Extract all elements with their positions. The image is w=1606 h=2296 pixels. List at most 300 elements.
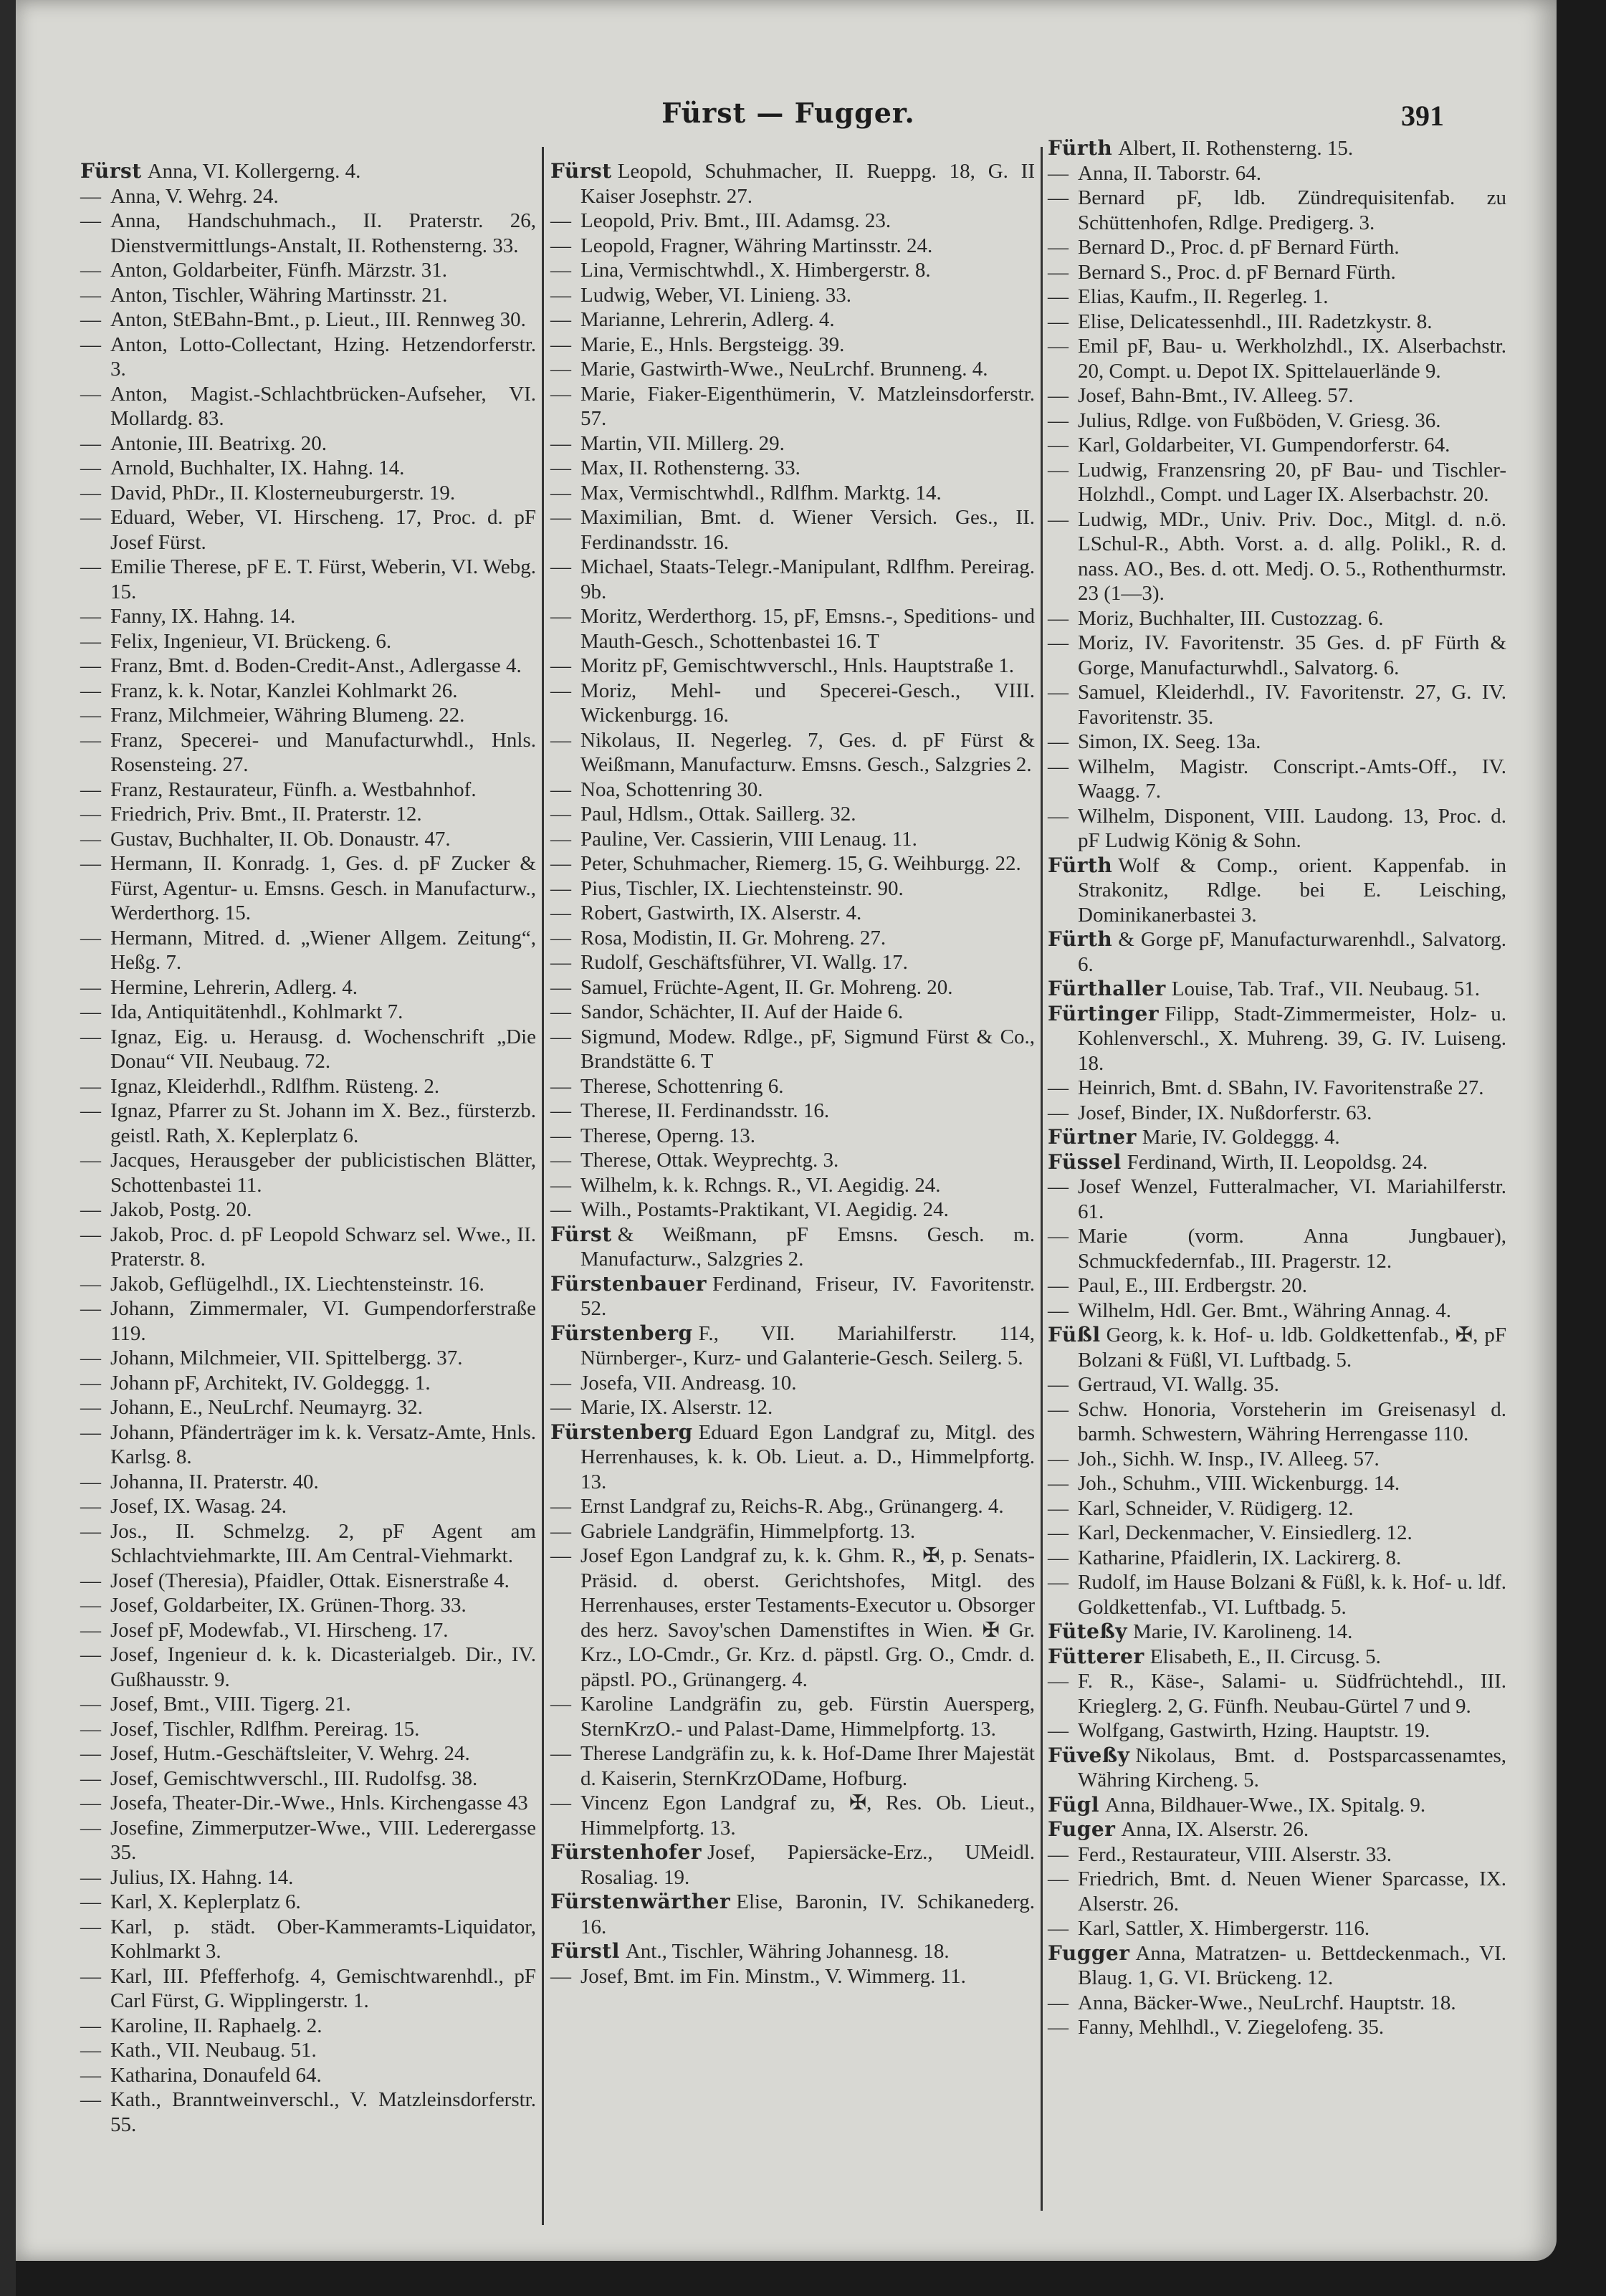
entry-text: Josef, Tischler, Rdlfhm. Pereirag. 15. — [110, 1717, 420, 1741]
continuation-dash: — — [80, 506, 101, 529]
entry-text: Anna, V. Wehrg. 24. — [110, 184, 279, 208]
directory-entry — [80, 1964, 536, 2014]
directory-entry — [80, 1766, 536, 1792]
surname: Fürtner — [1048, 1125, 1137, 1149]
continuation-dash: — — [550, 803, 571, 826]
entry-text: Josef, Binder, IX. Nußdorferstr. 63. — [1078, 1101, 1372, 1124]
entry-text: Karl, Deckenmacher, V. Einsiedlerg. 12. — [1078, 1521, 1413, 1544]
entry-text: Nikolaus, Bmt. d. Postsparcassenamtes, Währing Kircheng. 5. — [1078, 1743, 1506, 1792]
continuation-dash: — — [550, 555, 571, 578]
entry-text: Josef, Gemischtwverschl., III. Rudolfsg. 38. — [110, 1766, 478, 1790]
entry-text: Sandor, Schächter, II. Auf der Haide 6. — [580, 1000, 904, 1023]
continuation-dash: — — [1048, 1397, 1069, 1421]
directory-entry — [80, 1791, 536, 1816]
directory-entry — [1048, 1570, 1506, 1620]
directory-entry — [80, 1148, 536, 1197]
entry-text: Elias, Kaufm., II. Regerleg. 1. — [1078, 285, 1329, 308]
entry-text: Kath., VII. Neubaug. 51. — [110, 2039, 317, 2062]
entry-text: Paul, Hdlsm., Ottak. Saillerg. 32. — [580, 803, 856, 826]
continuation-dash: — — [550, 1396, 571, 1419]
continuation-dash: — — [550, 1149, 571, 1172]
directory-entry — [1048, 730, 1506, 755]
continuation-dash: — — [80, 1223, 101, 1246]
entry-text: Ludwig, Weber, VI. Linieng. 33. — [580, 283, 852, 307]
directory-entry — [1048, 1718, 1506, 1743]
entry-text: Johann pF, Architekt, IV. Goldeggg. 1. — [110, 1371, 431, 1395]
entry-text: Marie, E., Hnls. Bergsteigg. 39. — [580, 333, 845, 356]
directory-entry — [1048, 507, 1506, 606]
entry-text: Wilhelm, k. k. Rchngs. R., VI. Aegidig. 24. — [580, 1173, 941, 1197]
directory-entry-surname — [550, 159, 1035, 209]
entry-text: Albert, II. Rothensterng. 15. — [1118, 137, 1354, 160]
continuation-dash: — — [550, 1124, 571, 1147]
continuation-dash: — — [1048, 260, 1069, 284]
entry-text: Julius, Rdlge. von Fußböden, V. Griesg. 36. — [1078, 408, 1441, 432]
continuation-dash: — — [1048, 730, 1069, 753]
entry-text: Josefine, Zimmerputzer-Wwe., VIII. Lederergasse 35. — [110, 1816, 536, 1864]
entry-text: Ferdinand, Friseur, IV. Favoritenstr. 52. — [580, 1272, 1035, 1320]
directory-entry — [550, 1519, 1035, 1544]
surname: Fürstl — [550, 1939, 620, 1963]
continuation-dash: — — [80, 1396, 101, 1419]
entry-text: Wolf & Comp., orient. Kappenfab. in Strakonitz, Rdlge. bei E. Leisching, Dominikanerbastei 3. — [1078, 853, 1506, 927]
entry-text: Franz, Restaurateur, Fünfh. a. Westbahnhof. — [110, 778, 477, 801]
continuation-dash: — — [1048, 804, 1069, 828]
continuation-dash: — — [80, 333, 101, 356]
directory-entry — [80, 1593, 536, 1618]
entry-text: Josef, Bmt. im Fin. Minstm., V. Wimmerg. 11. — [580, 1964, 966, 1988]
directory-entry — [550, 456, 1035, 481]
directory-entry — [80, 307, 536, 333]
continuation-dash: — — [80, 308, 101, 331]
continuation-dash: — — [550, 1964, 571, 1988]
continuation-dash: — — [80, 1964, 101, 1988]
continuation-dash: — — [80, 1272, 101, 1296]
entry-text: David, PhDr., II. Klosterneuburgerstr. 19. — [110, 481, 456, 504]
directory-entry — [1048, 1867, 1506, 1916]
entry-text: Josef, Goldarbeiter, IX. Grünen-Thorg. 33. — [110, 1594, 467, 1617]
directory-entry — [80, 1692, 536, 1717]
continuation-dash: — — [1048, 161, 1069, 185]
directory-entry — [80, 1865, 536, 1890]
entry-text: Anton, Goldarbeiter, Fünfh. Märzstr. 31. — [110, 259, 448, 282]
continuation-dash: — — [550, 333, 571, 356]
entry-text: Anton, StEBahn-Bmt., p. Lieut., III. Rennweg 30. — [110, 308, 526, 331]
surname: Fuger — [1048, 1817, 1116, 1841]
surname: Fürstenwärther — [550, 1890, 731, 1913]
entry-text: Ferd., Restaurateur, VIII. Alserstr. 33. — [1078, 1842, 1392, 1866]
entry-text: Johann, E., NeuLrchf. Neumayrg. 32. — [110, 1396, 423, 1419]
entry-text: Katharina, Donaufeld 64. — [110, 2063, 322, 2087]
directory-entry — [80, 802, 536, 827]
continuation-dash: — — [80, 259, 101, 282]
entry-text: Therese Landgräfin zu, k. k. Hof-Dame Ihrer Majestät d. Kaiserin, SternKrzODame, Hofburg. — [580, 1742, 1035, 1790]
continuation-dash: — — [80, 2063, 101, 2087]
directory-entry — [550, 679, 1035, 728]
directory-entry — [1048, 1521, 1506, 1546]
entry-text: Josef, Papiersäcke-Erz., UMeidl. Rosaliag. 19. — [580, 1841, 1035, 1889]
directory-entry — [1048, 433, 1506, 458]
entry-text: Josef, Bmt., VIII. Tigerg. 21. — [110, 1693, 351, 1716]
entry-text: Katharine, Pfaidlerin, IX. Lackirerg. 8. — [1078, 1546, 1402, 1569]
entry-text: Moriz, Mehl- und Specerei-Gesch., VIII. Wickenburgg. 16. — [580, 679, 1035, 727]
continuation-dash: — — [80, 1618, 101, 1642]
directory-entry — [550, 258, 1035, 283]
continuation-dash: — — [550, 259, 571, 282]
surname: Fürst — [550, 1222, 612, 1246]
directory-entry — [80, 703, 536, 728]
directory-entry — [1048, 1101, 1506, 1126]
entry-text: Moritz pF, Gemischtwverschl., Hnls. Hauptstraße 1. — [580, 654, 1014, 677]
continuation-dash: — — [80, 1915, 101, 1938]
entry-text: Josef (Theresia), Pfaidler, Ottak. Eisnerstraße 4. — [110, 1569, 510, 1592]
directory-entry-surname — [1048, 853, 1506, 928]
entry-text: Emil pF, Bau- u. Werkholzhdl., IX. Alserbachstr. 20, Compt. u. Depot IX. Spittelauerlände 9. — [1078, 335, 1506, 383]
entry-text: Therese, II. Ferdinandsstr. 16. — [580, 1099, 830, 1122]
directory-entry — [1048, 284, 1506, 310]
directory-entry-surname — [1048, 1125, 1506, 1150]
directory-entry — [1048, 1669, 1506, 1718]
directory-entry — [1048, 1471, 1506, 1496]
surname: Füveßy — [1048, 1743, 1130, 1767]
directory-entry — [1048, 1496, 1506, 1521]
directory-entry — [1048, 408, 1506, 434]
entry-text: Johanna, II. Praterstr. 40. — [110, 1470, 319, 1493]
continuation-dash: — — [1048, 458, 1069, 482]
continuation-dash: — — [1048, 606, 1069, 630]
continuation-dash: — — [1048, 1719, 1069, 1742]
directory-entry-surname — [1048, 1645, 1506, 1670]
entry-text: Samuel, Kleiderhdl., IV. Favoritenstr. 27, G. IV. Favoritenstr. 35. — [1078, 681, 1506, 729]
directory-entry — [550, 1544, 1035, 1692]
entry-text: Karl, Goldarbeiter, VI. Gumpendorferstr. 64. — [1078, 434, 1450, 456]
directory-entry — [80, 555, 536, 604]
directory-entry — [80, 1000, 536, 1025]
directory-entry-surname — [550, 1939, 1035, 1964]
continuation-dash: — — [1048, 236, 1069, 259]
directory-entry — [550, 555, 1035, 604]
continuation-dash: — — [550, 1792, 571, 1814]
continuation-dash: — — [80, 605, 101, 628]
entry-text: Marie, IV. Karolineng. 14. — [1133, 1620, 1353, 1643]
continuation-dash: — — [80, 209, 101, 232]
entry-text: Samuel, Früchte-Agent, II. Gr. Mohreng. 20. — [580, 975, 953, 999]
continuation-dash: — — [1048, 1175, 1069, 1198]
directory-entry — [550, 827, 1035, 852]
entry-text: F., VII. Mariahilferstr. 114, Nürnberger-, Kurz- und Galanterie-Gesch. Seilerg. 5. — [580, 1321, 1035, 1369]
continuation-dash: — — [80, 1693, 101, 1716]
continuation-dash: — — [80, 456, 101, 479]
surname: Fürtinger — [1048, 1001, 1160, 1025]
entry-text: Therese, Ottak. Weyprechtg. 3. — [580, 1149, 839, 1172]
entry-text: Wolfgang, Gastwirth, Hzing. Hauptstr. 19. — [1078, 1719, 1430, 1742]
entry-text: Jacques, Herausgeber der publicistischen Blätter, Schottenbastei 11. — [110, 1149, 536, 1197]
directory-entry — [1048, 1916, 1506, 1941]
continuation-dash: — — [550, 1000, 571, 1023]
directory-entry — [1048, 1076, 1506, 1101]
directory-entry — [1048, 1842, 1506, 1867]
continuation-dash: — — [1048, 1842, 1069, 1866]
entry-text: Georg, k. k. Hof- u. ldb. Goldkettenfab., ✠, pF Bolzani & Füßl, VI. Luftbadg. 5. — [1078, 1324, 1506, 1372]
directory-entry — [1048, 1175, 1506, 1224]
continuation-dash: — — [550, 481, 571, 504]
directory-entry-surname — [1048, 1150, 1506, 1175]
directory-entry — [550, 1148, 1035, 1173]
continuation-dash: — — [80, 679, 101, 702]
directory-entry — [80, 333, 536, 382]
continuation-dash: — — [80, 1346, 101, 1369]
entry-text: Friedrich, Priv. Bmt., II. Praterstr. 12. — [110, 803, 422, 826]
surname: Füssel — [1048, 1149, 1122, 1174]
continuation-dash: — — [80, 1149, 101, 1172]
entry-text: Joh., Schuhm., VIII. Wickenburgg. 14. — [1078, 1472, 1400, 1495]
directory-entry — [1048, 235, 1506, 260]
entry-text: Jos., II. Schmelzg. 2, pF Agent am Schlachtviehmarkte, III. Am Central-Viehmarkt. — [110, 1519, 536, 1567]
continuation-dash: — — [550, 456, 571, 479]
directory-entry-surname — [1048, 1323, 1506, 1372]
continuation-dash: — — [550, 431, 571, 455]
directory-entry-surname — [1048, 1817, 1506, 1842]
continuation-dash: — — [80, 382, 101, 406]
entry-text: Eduard, Weber, VI. Hirscheng. 17, Proc. d. pF Josef Fürst. — [110, 506, 536, 554]
entry-text: Paul, E., III. Erdbergstr. 20. — [1078, 1274, 1308, 1297]
continuation-dash: — — [80, 1643, 101, 1666]
entry-text: Anton, Magist.-Schlachtbrücken-Aufseher, VI. Mollardg. 83. — [110, 382, 536, 430]
entry-text: Ernst Landgraf zu, Reichs-R. Abg., Grünangerg. 4. — [580, 1495, 1004, 1518]
continuation-dash: — — [1048, 434, 1069, 456]
directory-entry-surname — [550, 1890, 1035, 1939]
entry-text: Anton, Tischler, Währing Martinsstr. 21. — [110, 283, 448, 307]
surname: Fürth — [1048, 927, 1113, 951]
continuation-dash: — — [550, 1544, 571, 1567]
surname: Füteßy — [1048, 1620, 1128, 1643]
directory-entry — [80, 1296, 536, 1346]
continuation-dash: — — [550, 876, 571, 900]
directory-entry — [550, 1197, 1035, 1223]
continuation-dash: — — [1048, 1670, 1069, 1693]
entry-text: Ignaz, Pfarrer zu St. Johann im X. Bez., fürsterzb. geistl. Rath, X. Keplerplatz 6. — [110, 1099, 536, 1147]
continuation-dash: — — [1048, 335, 1069, 358]
entry-text: Karoline, II. Raphaelg. 2. — [110, 2014, 322, 2037]
continuation-dash: — — [80, 1792, 101, 1814]
entry-text: Pauline, Ver. Cassierin, VIII Lenaug. 11. — [580, 827, 917, 851]
entry-text: & Weißmann, pF Emsns. Gesch. m. Manufacturw., Salzgries 2. — [580, 1223, 1035, 1271]
entry-text: Pius, Tischler, IX. Liechtensteinstr. 90. — [580, 876, 904, 900]
entry-text: Simon, IX. Seeg. 13a. — [1078, 730, 1261, 753]
directory-entry-surname — [1048, 1620, 1506, 1645]
entry-text: Moriz, IV. Favoritenstr. 35 Ges. d. pF Fürth & Gorge, Manufacturwhdl., Salvatorg. 6. — [1078, 631, 1506, 679]
continuation-dash: — — [550, 827, 571, 851]
entry-text: Karl, Sattler, X. Himbergerstr. 116. — [1078, 1917, 1370, 1940]
continuation-dash: — — [80, 1742, 101, 1765]
entry-text: Ludwig, MDr., Univ. Priv. Doc., Mitgl. d. n.ö. LSchul-R., Abth. Vorst. a. d. allg. Polikl., R. d. nass. AO., Bes. d. ott. Medj. O. 5., Rothenthurmstr. 23 (1—3). — [1078, 507, 1506, 605]
directory-entry — [1048, 260, 1506, 285]
directory-entry — [80, 1272, 536, 1297]
continuation-dash: — — [80, 555, 101, 578]
continuation-dash: — — [1048, 1298, 1069, 1322]
continuation-dash: — — [80, 1569, 101, 1592]
entry-text: Franz, Bmt. d. Boden-Credit-Anst., Adlergasse 4. — [110, 654, 522, 677]
surname: Fürstenhofer — [550, 1840, 702, 1864]
entry-text: Franz, Milchmeier, Währing Blumeng. 22. — [110, 704, 465, 727]
continuation-dash: — — [80, 184, 101, 208]
directory-entry — [550, 382, 1035, 431]
continuation-dash: — — [80, 2088, 101, 2111]
continuation-dash: — — [1048, 1867, 1069, 1890]
directory-entry — [80, 505, 536, 555]
directory-entry — [550, 778, 1035, 803]
continuation-dash: — — [1048, 507, 1069, 531]
page-number: 391 — [1401, 100, 1444, 132]
continuation-dash: — — [550, 1099, 571, 1122]
directory-entry-surname — [550, 1272, 1035, 1321]
entry-text: Karl, p. städt. Ober-Kammeramts-Liquidator, Kohlmarkt 3. — [110, 1915, 536, 1963]
directory-entry — [80, 2014, 536, 2039]
continuation-dash: — — [1048, 1225, 1069, 1248]
directory-entry — [80, 1816, 536, 1865]
directory-entry — [550, 728, 1035, 778]
entry-text: Josef Egon Landgraf zu, k. k. Ghm. R., ✠, p. Senats-Präsid. d. oberst. Gerichtshofes, Mitgl. des Herrenhauses, erster Testaments-Executor u. Obsorger des herz. Savoy'schen Damenstiftes in Wien. ✠ Gr. Krz., LO-Cmdr., Gr. Krz. d. päpstl. Grg. O., Cmdr. d. päpstl. PO., Grünangerg. 4. — [580, 1544, 1035, 1691]
directory-entry — [80, 975, 536, 1000]
directory-entry — [80, 1915, 536, 1964]
directory-entry — [80, 778, 536, 803]
continuation-dash: — — [80, 1198, 101, 1221]
entry-text: Johann, Pfänderträger im k. k. Versatz-Amte, Hnls. Karlsg. 8. — [110, 1420, 536, 1468]
continuation-dash: — — [550, 926, 571, 950]
entry-text: Ferdinand, Wirth, II. Leopoldsg. 24. — [1127, 1150, 1428, 1174]
entry-text: Wilhelm, Disponent, VIII. Laudong. 13, Proc. d. pF Ludwig König & Sohn. — [1078, 804, 1506, 852]
entry-text: Arnold, Buchhalter, IX. Hahng. 14. — [110, 456, 405, 479]
entry-text: Josef Wenzel, Futteralmacher, VI. Mariahilferstr. 61. — [1078, 1175, 1506, 1223]
directory-entry — [1048, 1298, 1506, 1324]
directory-entry — [80, 1470, 536, 1495]
continuation-dash: — — [80, 728, 101, 752]
entry-text: Peter, Schuhmacher, Riemerg. 15, G. Weihburgg. 22. — [580, 852, 1021, 875]
entry-text: Rudolf, Geschäftsführer, VI. Wallg. 17. — [580, 951, 908, 974]
entry-text: Wilhelm, Hdl. Ger. Bmt., Währing Annag. 4. — [1078, 1298, 1452, 1322]
entry-text: Josefa, Theater-Dir.-Wwe., Hnls. Kirchengasse 43 — [110, 1792, 528, 1814]
continuation-dash: — — [80, 1025, 101, 1048]
entry-text: Ant., Tischler, Währing Johannesg. 18. — [625, 1940, 950, 1963]
entry-text: Schw. Honoria, Vorsteherin im Greisenasyl d. barmh. Schwestern, Währing Herrengasse 110. — [1078, 1397, 1506, 1445]
entry-text: Marie, Fiaker-Eigenthümerin, V. Matzleinsdorferstr. 57. — [580, 382, 1035, 430]
directory-entry — [80, 1494, 536, 1519]
directory-entry — [80, 926, 536, 975]
directory-entry-surname — [80, 159, 536, 184]
directory-entry — [550, 209, 1035, 234]
directory-entry — [1048, 458, 1506, 507]
continuation-dash: — — [550, 382, 571, 406]
entry-text: Vincenz Egon Landgraf zu, ✠, Res. Ob. Lieut., Himmelpfortg. 13. — [580, 1792, 1035, 1840]
continuation-dash: — — [80, 1816, 101, 1840]
directory-entry — [1048, 1991, 1506, 2016]
continuation-dash: — — [80, 1495, 101, 1518]
entry-text: Friedrich, Bmt. d. Neuen Wiener Sparcasse, IX. Alserstr. 26. — [1078, 1867, 1506, 1915]
column-divider — [1041, 147, 1043, 2211]
surname: Fürth — [1048, 853, 1113, 877]
entry-text: Ignaz, Kleiderhdl., Rdlfhm. Rüsteng. 2. — [110, 1074, 440, 1098]
continuation-dash: — — [1048, 310, 1069, 333]
entry-text: Josef, Ingenieur d. k. k. Dicasterialgeb. Dir., IV. Gußhausstr. 9. — [110, 1643, 536, 1691]
directory-entry — [550, 604, 1035, 654]
directory-entry — [1048, 1372, 1506, 1397]
directory-entry-surname — [1048, 927, 1506, 977]
directory-entry — [1048, 161, 1506, 186]
scan-left-edge — [0, 0, 16, 2296]
continuation-dash: — — [550, 679, 571, 702]
continuation-dash: — — [80, 827, 101, 851]
entry-text: Felix, Ingenieur, VI. Brückeng. 6. — [110, 629, 392, 653]
entry-text: Antonie, III. Beatrixg. 20. — [110, 431, 328, 455]
entry-text: Gertraud, VI. Wallg. 35. — [1078, 1373, 1279, 1396]
directory-entry — [550, 1074, 1035, 1099]
continuation-dash: — — [80, 654, 101, 677]
entry-text: Josefa, VII. Andreasg. 10. — [580, 1371, 797, 1395]
entry-text: Karl, X. Keplerplatz 6. — [110, 1890, 301, 1913]
continuation-dash: — — [550, 1025, 571, 1048]
directory-entry — [550, 283, 1035, 308]
entry-text: Wilhelm, Magistr. Conscript.-Amts-Off., IV. Waagg. 7. — [1078, 755, 1506, 803]
continuation-dash: — — [1048, 1472, 1069, 1495]
entry-text: Max, Vermischtwhdl., Rdlfhm. Marktg. 14. — [580, 481, 942, 504]
continuation-dash: — — [550, 1173, 571, 1197]
column-divider — [542, 147, 544, 2225]
entry-text: Hermann, II. Konradg. 1, Ges. d. pF Zucker & Fürst, Agentur- u. Emsns. Gesch. in Manufacturw., Werderthorg. 15. — [110, 852, 536, 924]
entry-text: Martin, VII. Millerg. 29. — [580, 431, 785, 455]
directory-entry — [80, 184, 536, 209]
continuation-dash: — — [80, 2014, 101, 2037]
directory-entry — [550, 234, 1035, 259]
continuation-dash: — — [1048, 1571, 1069, 1594]
entry-text: Maximilian, Bmt. d. Wiener Versich. Ges., II. Ferdinandsstr. 16. — [580, 506, 1035, 554]
surname: Fürstenbauer — [550, 1271, 707, 1296]
entry-text: Gabriele Landgräfin, Himmelpfortg. 13. — [580, 1519, 916, 1543]
entry-text: Noa, Schottenring 30. — [580, 778, 763, 801]
directory-entry — [550, 1395, 1035, 1420]
continuation-dash: — — [550, 1074, 571, 1098]
directory-entry — [1048, 1546, 1506, 1571]
surname: Fügl — [1048, 1792, 1099, 1817]
directory-entry-surname — [550, 1321, 1035, 1371]
continuation-dash: — — [80, 803, 101, 826]
directory-entry — [1048, 1447, 1506, 1472]
continuation-dash: — — [80, 1717, 101, 1741]
entry-text: Joh., Sichh. W. Insp., IV. Alleeg. 57. — [1078, 1447, 1380, 1470]
continuation-dash: — — [550, 1371, 571, 1395]
entry-text: Kath., Branntweinverschl., V. Matzleinsdorferstr. 55. — [110, 2088, 536, 2136]
directory-entry — [550, 1000, 1035, 1025]
directory-entry — [550, 1371, 1035, 1396]
directory-entry — [1048, 804, 1506, 853]
continuation-dash: — — [550, 605, 571, 628]
continuation-dash: — — [550, 975, 571, 999]
directory-entry — [550, 1025, 1035, 1074]
directory-entry — [550, 307, 1035, 333]
directory-entry — [550, 431, 1035, 456]
entry-text: Jakob, Geflügelhdl., IX. Liechtensteinstr. 16. — [110, 1272, 484, 1296]
continuation-dash: — — [1048, 1991, 1069, 2014]
continuation-dash: — — [80, 704, 101, 727]
directory-entry — [550, 1173, 1035, 1198]
continuation-dash: — — [80, 852, 101, 875]
entry-text: Anna, Bäcker-Wwe., NeuLrchf. Hauptstr. 18. — [1078, 1991, 1456, 2014]
entry-text: Ludwig, Franzensring 20, pF Bau- und Tischler-Holzhdl., Compt. und Lager IX. Alserbachstr. 20. — [1078, 458, 1506, 506]
entry-text: Marie, IV. Goldeggg. 4. — [1142, 1126, 1340, 1149]
continuation-dash: — — [80, 1594, 101, 1617]
directory-entry — [80, 1074, 536, 1099]
directory-entry — [80, 728, 536, 778]
entry-text: Marie, Gastwirth-Wwe., NeuLrchf. Brunneng. 4. — [580, 358, 988, 381]
